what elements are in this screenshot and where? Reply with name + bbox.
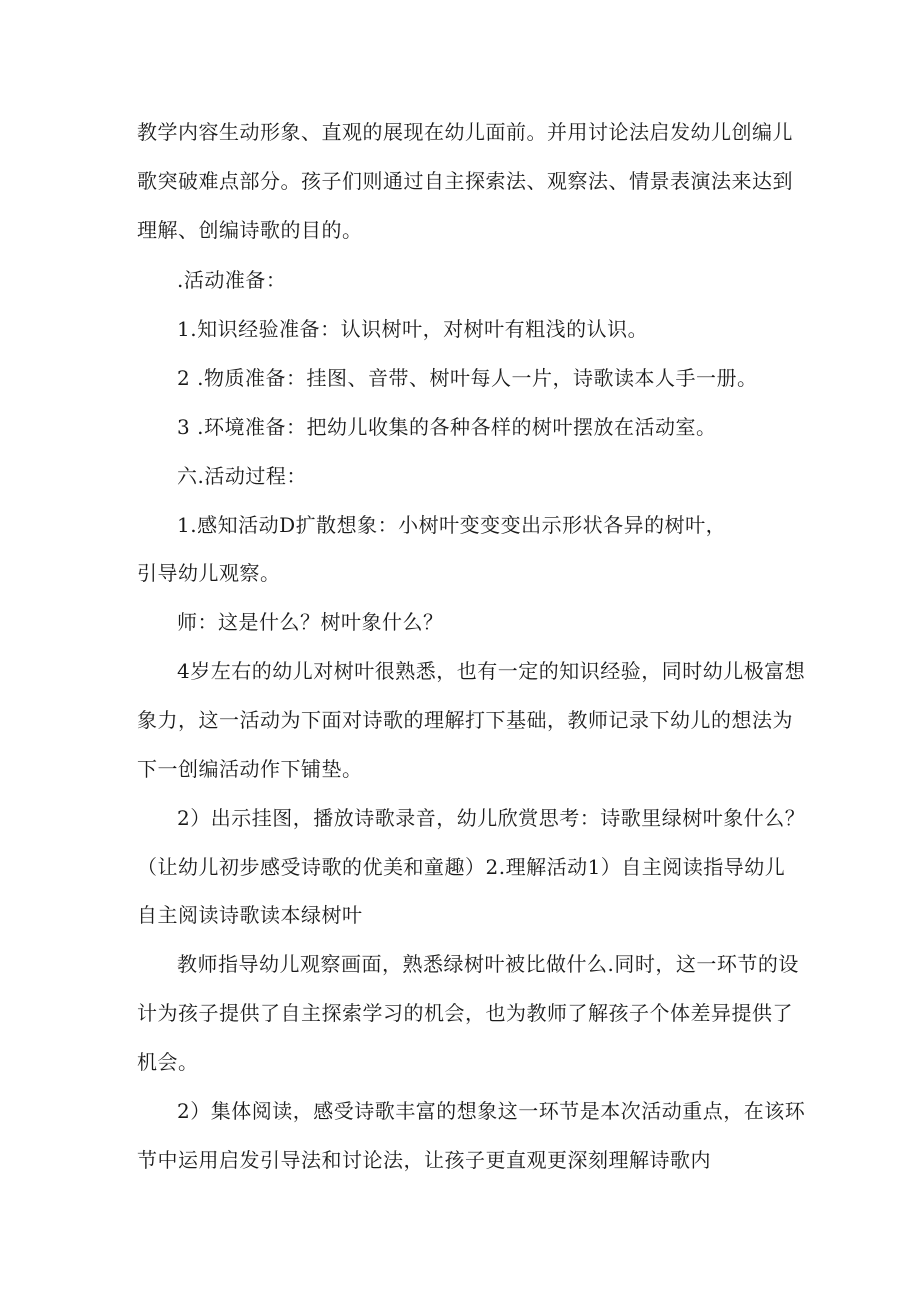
section-heading: 六.活动过程： [177, 464, 307, 488]
paragraph-line: 歌突破难点部分。孩子们则通过自主探索法、观察法、情景表演法来达到 [137, 169, 793, 193]
paragraph-line: 2）集体阅读，感受诗歌丰富的想象这一环节是本次活动重点，在该环 [177, 1099, 806, 1123]
paragraph-line: （让幼儿初步感受诗歌的优美和童趣）2.理解活动1）自主阅读指导幼儿 [137, 855, 786, 879]
list-item: 1.知识经验准备：认识树叶，对树叶有粗浅的认识。 [177, 317, 649, 341]
paragraph-line: 理解、创编诗歌的目的。 [137, 218, 363, 242]
paragraph-line: 引导幼儿观察。 [137, 561, 281, 585]
paragraph-line: 教师指导幼儿观察画面，熟悉绿树叶被比做什么.同时，这一环节的设 [177, 952, 799, 976]
paragraph-line: 计为孩子提供了自主探索学习的机会，也为教师了解孩子个体差异提供了 [137, 1001, 793, 1025]
paragraph-line: 节中运用启发引导法和讨论法，让孩子更直观更深刻理解诗歌内 [137, 1148, 711, 1172]
list-item: 3 .环境准备：把幼儿收集的各种各样的树叶摆放在活动室。 [177, 415, 717, 439]
paragraph-line: 师：这是什么？树叶象什么？ [177, 610, 444, 634]
list-item: 2 .物质准备：挂图、音带、树叶每人一片，诗歌读本人手一册。 [177, 366, 758, 390]
paragraph-line: 4岁左右的幼儿对树叶很熟悉，也有一定的知识经验，同时幼儿极富想 [177, 659, 806, 683]
paragraph-line: 教学内容生动形象、直观的展现在幼儿面前。并用讨论法启发幼儿创编儿 [137, 120, 793, 144]
paragraph-line: 象力，这一活动为下面对诗歌的理解打下基础，教师记录下幼儿的想法为 [137, 708, 793, 732]
section-heading: .活动准备： [177, 268, 287, 292]
paragraph-line: 自主阅读诗歌读本绿树叶 [137, 903, 363, 927]
paragraph-line: 1.感知活动D扩散想象：小树叶变变变出示形状各异的树叶， [177, 513, 727, 537]
paragraph-line: 机会。 [137, 1050, 199, 1074]
paragraph-line: 2）出示挂图，播放诗歌录音，幼儿欣赏思考：诗歌里绿树叶象什么？ [177, 806, 806, 830]
paragraph-line: 下一创编活动作下铺垫。 [137, 757, 363, 781]
